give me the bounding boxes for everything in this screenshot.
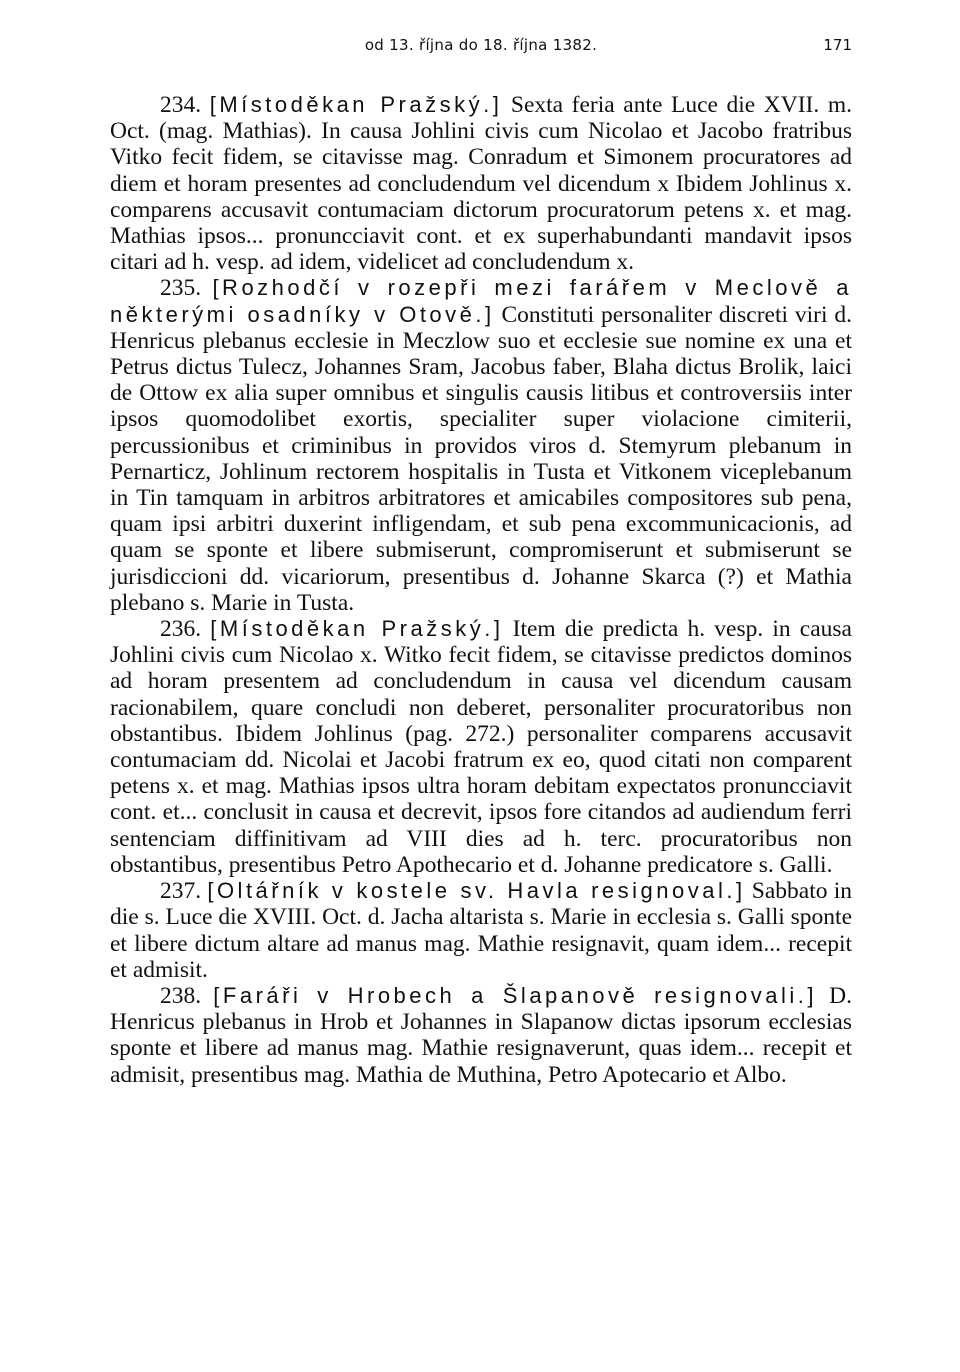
entry-number: 234. <box>160 92 202 118</box>
entry-number: 238. <box>160 982 202 1009</box>
entry-236 <box>110 616 852 878</box>
entry-heading: [Místoděkan Pražský.] <box>209 92 503 117</box>
entry-text: Item die predicta h. vesp. in causa Johlini civis cum Nicolao x. Witko fecit fidem, se citavisse predictos dominos ad horam presentem ad concludendum in causa vel dicendum causam racionabilem, quare concludi non deberet, personaliter procuratoribus non obstantibus. Ibidem Johlinus (pag. 272.) personaliter comparens accusavit contumaciam dd. Nicolai et Jacobi fratrum ex eo, quod citati non comparent petens x. et mag. Mathias ipsos ultra horam debitam expectatos pronuncciavit cont. et... conclusit in causa et decrevit, ipsos fore citandos ad audiendum ferri sentenciam diffinitivam ad VIII dies ad h. terc. procuratoribus non obstantibus, presentibus Petro Apothecario et d. Johanne predicatore s. Galli. <box>110 616 852 878</box>
document-body <box>110 92 852 1088</box>
entry-text: Constituti personaliter discreti viri d. Henricus plebanus ecclesie in Meczlow suo et ecclesie sue nomine ex una et Petrus dictus Tulecz, Johannes Sram, Jacobus faber, Blaha dictus Brolik, laici de Ottow ex alia super omnibus et singulis causis litibus et controversiis inter ipsos quomodolibet exortis, specialiter super violacione cimiterii, percussionibus et criminibus in providos viros d. Stemyrum plebanum in Pernarticz, Johlinum rectorem hospitalis in Tusta et Vitkonem viceplebanum in Tin tamquam in arbitros arbitratores et amicabiles compositores sub pena, quam ipsi arbitri duxerint infligendam, et sub pena excommunicacionis, ad quam se sponte et libere submiserunt, compromiserunt et submiserunt se jurisdiccioni dd. vicariorum, presentibus d. Johanne Skarca (?) et Mathia plebano s. Marie in Tusta. <box>110 301 852 616</box>
entry-heading: [Oltářník v kostele sv. Havla resignoval.] <box>207 878 746 904</box>
entry-heading: [Rozhodčí v rozepři mezi farářem v Meclově a některými osadníky v Otově.] <box>110 275 852 327</box>
entry-number: 237. <box>160 878 202 905</box>
entry-text: D. Henricus plebanus in Hrob et Johannes in Slapanow dictas ipsorum ecclesias sponte et libere ad manus mag. Mathie resignaverunt, quas idem... recepit et admisit, presentibus mag. Mathia de Muthina, Petro Apotecario et Albo. <box>110 982 852 1088</box>
running-title: od 13. října do 18. října 1382. <box>364 36 598 54</box>
document-page <box>110 30 852 1088</box>
entry-text: Sexta feria ante Luce die XVII. m. Oct. (mag. Mathias). In causa Johlini civis cum Nicolao et Jacobo fratribus Vitko fecit fidem, se citavisse mag. Conradum et Simonem procuratores ad diem et horam presentes ad concludendum vel dicendum x Ibidem Johlinus x. comparens accusavit contumaciam dictorum procuratorum petens x. et mag. Mathias ipsos... pronuncciavit cont. et ex superhabundanti mandavit ipsos citari ad h. vesp. ad idem, videlicet ad concludendum x. <box>110 92 852 276</box>
entry-text: Sabbato in die s. Luce die XVIII. Oct. d. Jacha altarista s. Marie in ecclesia s. Galli sponte et libere dictum altare ad manus mag. Mathie resignavit, quam idem... recepit et admisit. <box>110 878 852 983</box>
entry-235 <box>110 275 852 616</box>
entry-number: 236. <box>160 616 202 643</box>
entry-heading: [Místoděkan Pražský.] <box>210 616 504 642</box>
entry-238 <box>110 983 852 1088</box>
entry-234 <box>110 92 852 275</box>
page-number: 171 <box>823 36 852 54</box>
entry-237 <box>110 878 852 983</box>
entry-heading: [Faráři v Hrobech a Šlapanově resignovali.] <box>213 982 817 1008</box>
page-header <box>110 30 852 60</box>
entry-number: 235. <box>160 275 202 302</box>
